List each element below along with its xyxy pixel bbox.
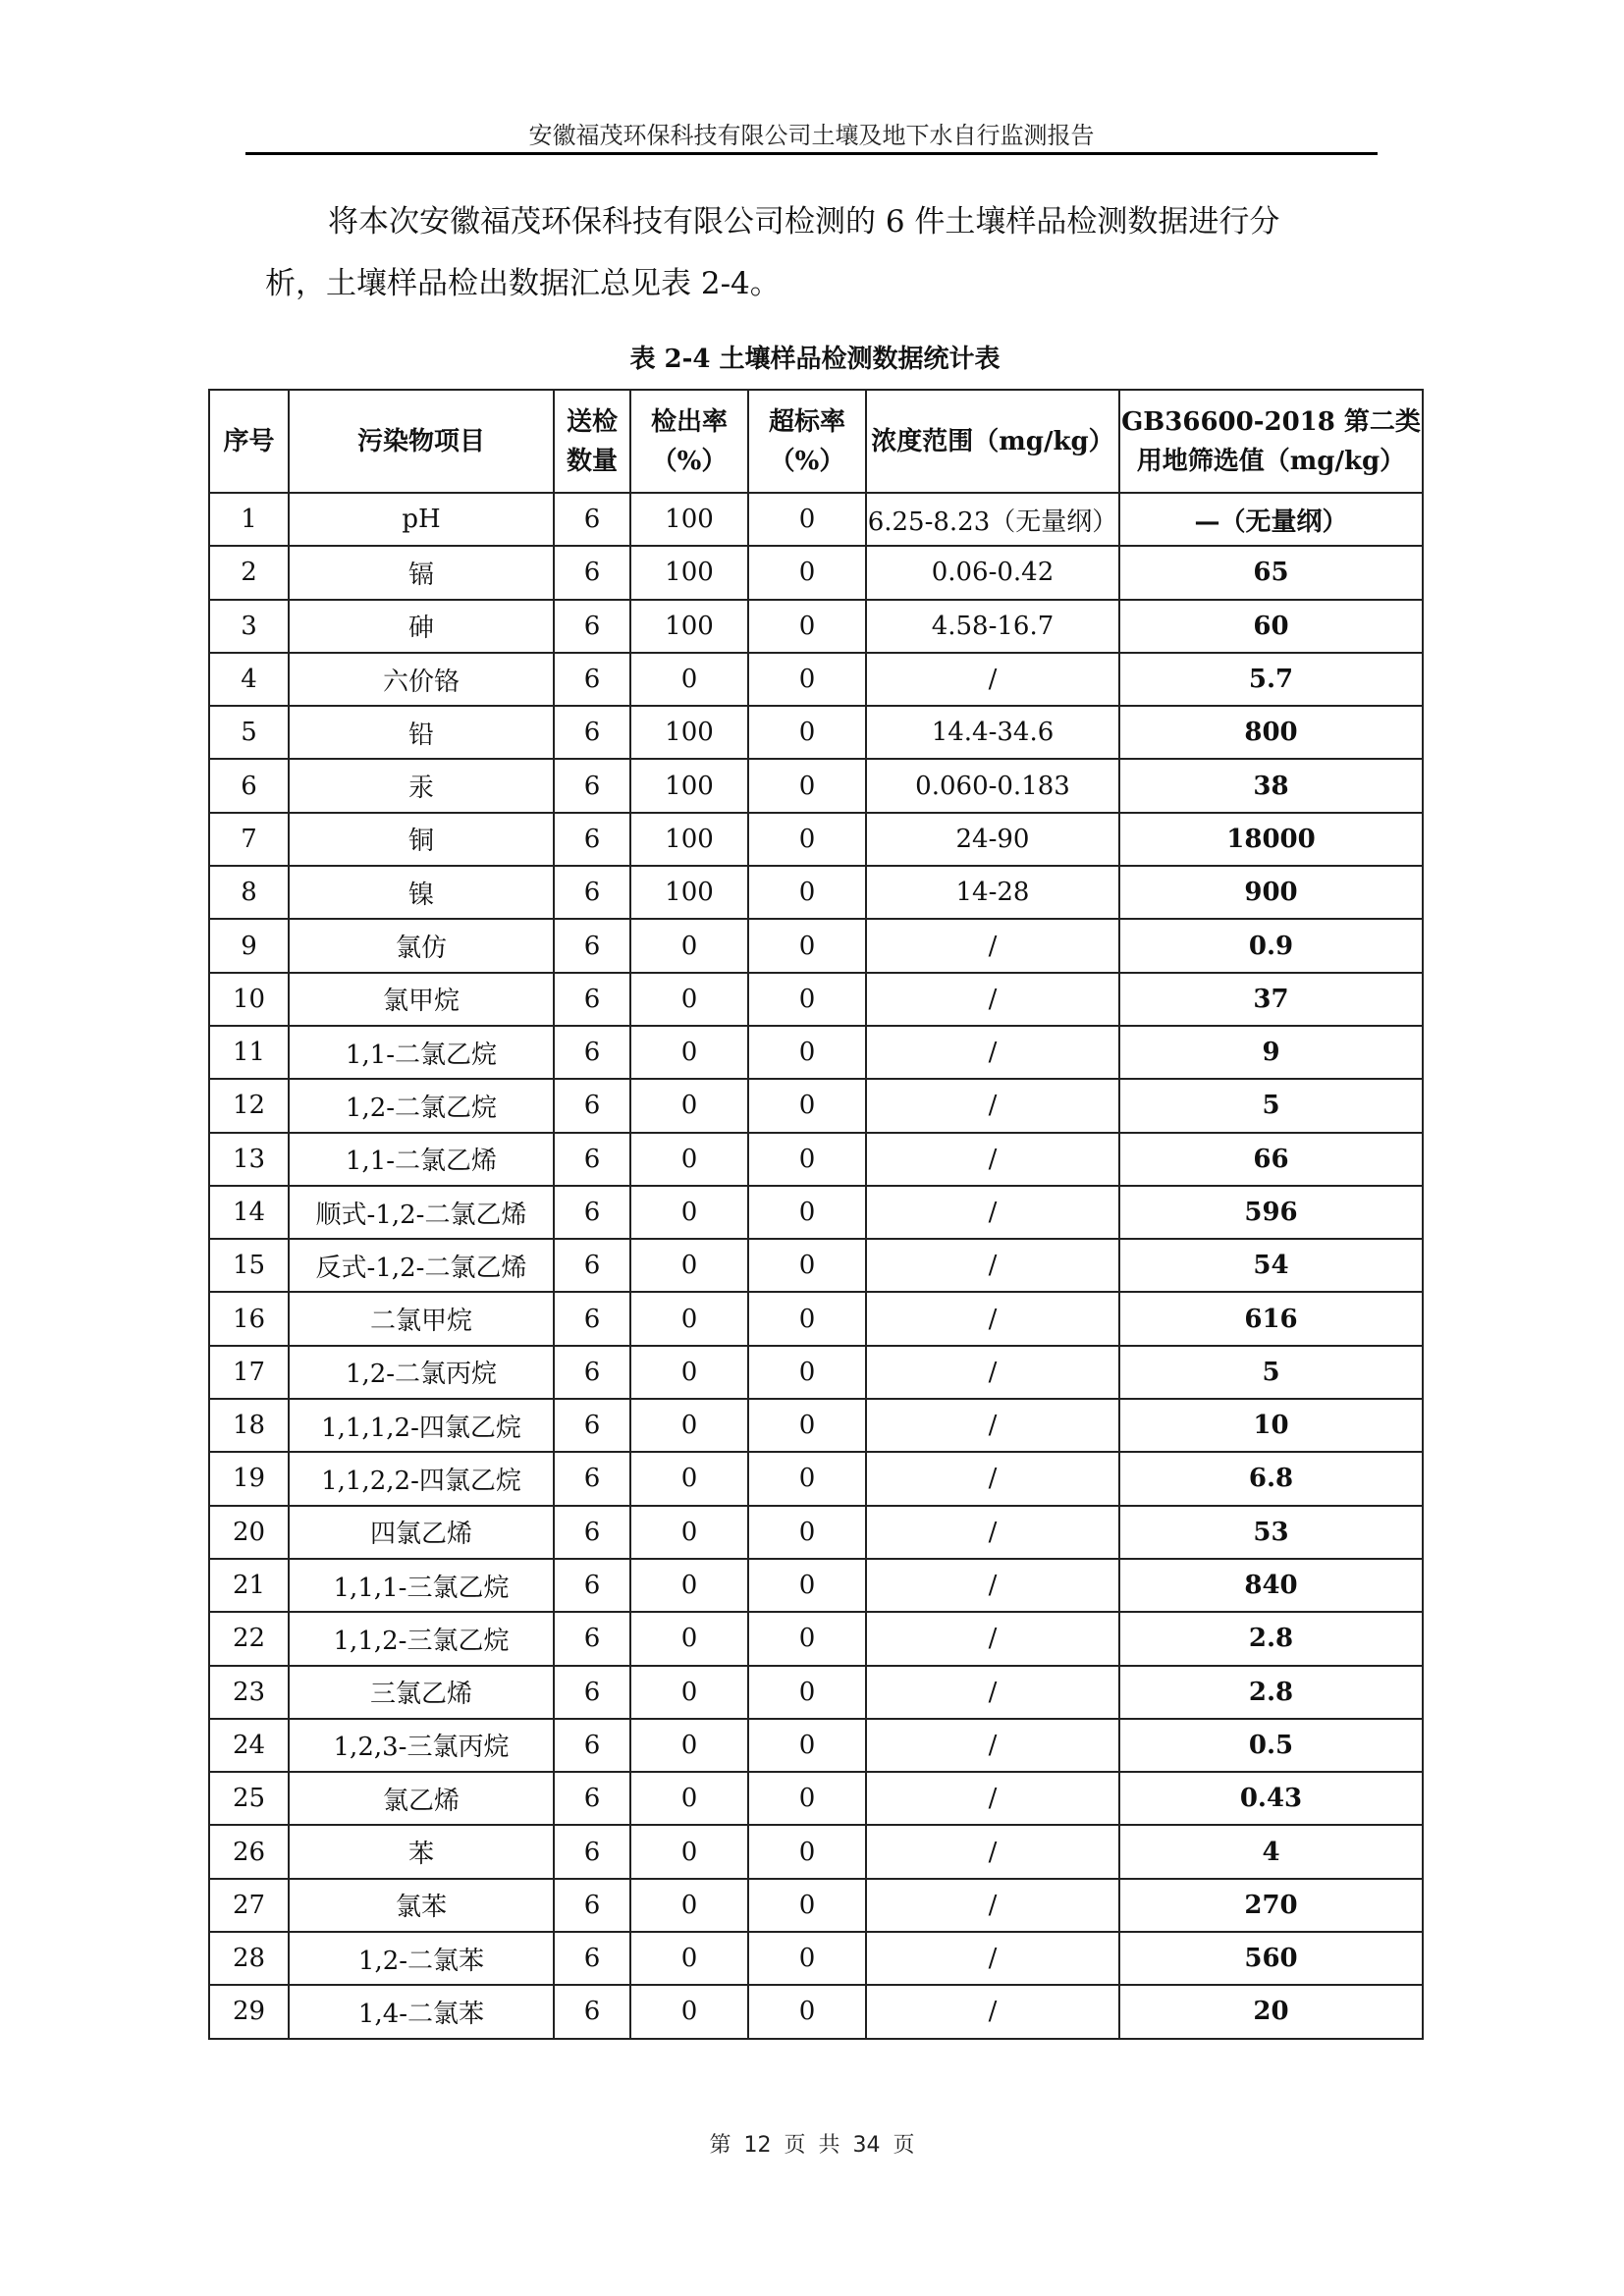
row-count: 6 <box>554 706 630 759</box>
table-row <box>209 813 1423 866</box>
row-range: 14.4-34.6 <box>866 706 1119 759</box>
col-header-item: 污染物项目 <box>289 390 554 493</box>
row-exceed-rate: 0 <box>748 1612 866 1665</box>
row-count: 6 <box>554 973 630 1026</box>
row-detect-rate: 100 <box>630 706 748 759</box>
row-count: 6 <box>554 1612 630 1665</box>
row-exceed-rate: 0 <box>748 1026 866 1079</box>
row-limit: 53 <box>1119 1506 1423 1559</box>
row-no: 6 <box>209 759 289 812</box>
row-limit: 18000 <box>1119 813 1423 866</box>
table-row <box>209 1879 1423 1932</box>
row-exceed-rate: 0 <box>748 706 866 759</box>
row-count: 6 <box>554 1346 630 1399</box>
row-count: 6 <box>554 1292 630 1345</box>
row-item: 1,1-二氯乙烯 <box>289 1133 554 1186</box>
table-body <box>209 493 1423 2039</box>
row-no: 19 <box>209 1452 289 1505</box>
row-no: 7 <box>209 813 289 866</box>
row-exceed-rate: 0 <box>748 1666 866 1719</box>
row-no: 1 <box>209 493 289 546</box>
row-range: 0.060-0.183 <box>866 759 1119 812</box>
row-item: 反式-1,2-二氯乙烯 <box>289 1239 554 1292</box>
table-row <box>209 600 1423 653</box>
row-exceed-rate: 0 <box>748 546 866 599</box>
row-count: 6 <box>554 919 630 972</box>
row-limit: 840 <box>1119 1559 1423 1612</box>
col-header-exceed-rate: 超标率（%） <box>748 390 866 493</box>
row-exceed-rate: 0 <box>748 919 866 972</box>
table-row <box>209 1026 1423 1079</box>
row-no: 28 <box>209 1932 289 1985</box>
row-count: 6 <box>554 1666 630 1719</box>
row-limit: 5 <box>1119 1346 1423 1399</box>
row-no: 5 <box>209 706 289 759</box>
table-row <box>209 706 1423 759</box>
row-detect-rate: 0 <box>630 1026 748 1079</box>
row-no: 9 <box>209 919 289 972</box>
row-count: 6 <box>554 1399 630 1452</box>
row-count: 6 <box>554 1026 630 1079</box>
table-row <box>209 1133 1423 1186</box>
table-row <box>209 1292 1423 1345</box>
table-header-row <box>209 390 1423 493</box>
row-detect-rate: 100 <box>630 546 748 599</box>
row-range: / <box>866 1133 1119 1186</box>
table-row <box>209 1985 1423 2038</box>
row-limit: 0.9 <box>1119 919 1423 972</box>
row-count: 6 <box>554 1239 630 1292</box>
row-count: 6 <box>554 813 630 866</box>
row-detect-rate: 0 <box>630 973 748 1026</box>
row-exceed-rate: 0 <box>748 1506 866 1559</box>
table-row <box>209 546 1423 599</box>
row-detect-rate: 0 <box>630 1292 748 1345</box>
row-no: 20 <box>209 1506 289 1559</box>
row-range: / <box>866 1719 1119 1772</box>
header-rule <box>245 152 1378 155</box>
row-item: 1,2,3-三氯丙烷 <box>289 1719 554 1772</box>
row-no: 2 <box>209 546 289 599</box>
row-limit: 5.7 <box>1119 653 1423 706</box>
row-exceed-rate: 0 <box>748 1452 866 1505</box>
row-detect-rate: 100 <box>630 759 748 812</box>
row-item: 六价铬 <box>289 653 554 706</box>
row-no: 16 <box>209 1292 289 1345</box>
row-no: 8 <box>209 866 289 919</box>
row-no: 21 <box>209 1559 289 1612</box>
row-exceed-rate: 0 <box>748 653 866 706</box>
row-no: 25 <box>209 1772 289 1825</box>
row-item: 镉 <box>289 546 554 599</box>
row-no: 14 <box>209 1186 289 1239</box>
row-range: / <box>866 1932 1119 1985</box>
row-item: pH <box>289 493 554 546</box>
row-no: 17 <box>209 1346 289 1399</box>
row-limit: 4 <box>1119 1825 1423 1878</box>
row-item: 氯苯 <box>289 1879 554 1932</box>
row-limit: 2.8 <box>1119 1612 1423 1665</box>
row-limit: 10 <box>1119 1399 1423 1452</box>
table-caption: 表 2-4 土壤样品检测数据统计表 <box>629 345 1001 374</box>
row-range: / <box>866 1825 1119 1878</box>
row-item: 砷 <box>289 600 554 653</box>
col-header-detect-rate: 检出率（%） <box>630 390 748 493</box>
table-row <box>209 1079 1423 1132</box>
row-item: 三氯乙烯 <box>289 1666 554 1719</box>
row-item: 1,2-二氯丙烷 <box>289 1346 554 1399</box>
row-item: 氯仿 <box>289 919 554 972</box>
row-exceed-rate: 0 <box>748 1133 866 1186</box>
row-limit: 270 <box>1119 1879 1423 1932</box>
row-exceed-rate: 0 <box>748 1292 866 1345</box>
row-count: 6 <box>554 866 630 919</box>
row-limit: 560 <box>1119 1932 1423 1985</box>
row-count: 6 <box>554 1079 630 1132</box>
row-detect-rate: 0 <box>630 1133 748 1186</box>
row-exceed-rate: 0 <box>748 1932 866 1985</box>
row-item: 氯乙烯 <box>289 1772 554 1825</box>
row-item: 镍 <box>289 866 554 919</box>
table-row <box>209 1186 1423 1239</box>
row-limit: 800 <box>1119 706 1423 759</box>
table-row <box>209 1772 1423 1825</box>
row-item: 1,1,1-三氯乙烷 <box>289 1559 554 1612</box>
row-range: 0.06-0.42 <box>866 546 1119 599</box>
row-limit: 596 <box>1119 1186 1423 1239</box>
row-no: 15 <box>209 1239 289 1292</box>
row-range: / <box>866 1026 1119 1079</box>
row-range: / <box>866 973 1119 1026</box>
row-item: 二氯甲烷 <box>289 1292 554 1345</box>
row-item: 1,4-二氯苯 <box>289 1985 554 2038</box>
row-no: 26 <box>209 1825 289 1878</box>
row-limit: 6.8 <box>1119 1452 1423 1505</box>
row-item: 1,1-二氯乙烷 <box>289 1026 554 1079</box>
row-exceed-rate: 0 <box>748 813 866 866</box>
row-detect-rate: 0 <box>630 1186 748 1239</box>
table-row <box>209 1825 1423 1878</box>
table-row <box>209 1506 1423 1559</box>
row-limit: 66 <box>1119 1133 1423 1186</box>
row-limit: 20 <box>1119 1985 1423 2038</box>
row-exceed-rate: 0 <box>748 1239 866 1292</box>
row-detect-rate: 0 <box>630 1825 748 1878</box>
row-range: 24-90 <box>866 813 1119 866</box>
row-exceed-rate: 0 <box>748 1719 866 1772</box>
row-limit: 2.8 <box>1119 1666 1423 1719</box>
row-count: 6 <box>554 1879 630 1932</box>
row-no: 4 <box>209 653 289 706</box>
row-count: 6 <box>554 653 630 706</box>
row-limit: 0.43 <box>1119 1772 1423 1825</box>
row-count: 6 <box>554 600 630 653</box>
row-detect-rate: 0 <box>630 1239 748 1292</box>
row-count: 6 <box>554 1186 630 1239</box>
row-detect-rate: 0 <box>630 1666 748 1719</box>
row-detect-rate: 100 <box>630 493 748 546</box>
row-range: / <box>866 1079 1119 1132</box>
row-count: 6 <box>554 1506 630 1559</box>
row-item: 1,2-二氯乙烷 <box>289 1079 554 1132</box>
row-detect-rate: 0 <box>630 1985 748 2038</box>
row-item: 1,2-二氯苯 <box>289 1932 554 1985</box>
table-row <box>209 1346 1423 1399</box>
row-detect-rate: 0 <box>630 1719 748 1772</box>
row-exceed-rate: 0 <box>748 1399 866 1452</box>
row-no: 13 <box>209 1133 289 1186</box>
row-exceed-rate: 0 <box>748 759 866 812</box>
row-count: 6 <box>554 493 630 546</box>
row-detect-rate: 0 <box>630 1772 748 1825</box>
row-detect-rate: 100 <box>630 866 748 919</box>
table-row <box>209 1932 1423 1985</box>
paragraph-line-1: 将本次安徽福茂环保科技有限公司检测的 6 件土壤样品检测数据进行分 <box>328 204 1280 240</box>
row-exceed-rate: 0 <box>748 1879 866 1932</box>
row-limit: 37 <box>1119 973 1423 1026</box>
running-header-title: 安徽福茂环保科技有限公司土壤及地下水自行监测报告 <box>528 122 1095 149</box>
row-range: / <box>866 1559 1119 1612</box>
row-count: 6 <box>554 1932 630 1985</box>
row-item: 铅 <box>289 706 554 759</box>
row-range: / <box>866 1666 1119 1719</box>
row-exceed-rate: 0 <box>748 493 866 546</box>
row-range: / <box>866 1612 1119 1665</box>
paragraph-line-2: 析，土壤样品检出数据汇总见表 2-4。 <box>265 266 781 301</box>
row-range: / <box>866 1186 1119 1239</box>
row-limit: 5 <box>1119 1079 1423 1132</box>
row-limit: 9 <box>1119 1026 1423 1079</box>
row-no: 3 <box>209 600 289 653</box>
soil-data-table <box>208 389 1424 2040</box>
table-row <box>209 1666 1423 1719</box>
row-no: 23 <box>209 1666 289 1719</box>
row-count: 6 <box>554 1452 630 1505</box>
row-item: 汞 <box>289 759 554 812</box>
row-detect-rate: 0 <box>630 1399 748 1452</box>
table-row <box>209 973 1423 1026</box>
row-exceed-rate: 0 <box>748 600 866 653</box>
row-item: 顺式-1,2-二氯乙烯 <box>289 1186 554 1239</box>
row-exceed-rate: 0 <box>748 866 866 919</box>
page-number: 第 12 页 共 34 页 <box>709 2133 915 2158</box>
row-item: 1,1,2-三氯乙烷 <box>289 1612 554 1665</box>
row-no: 27 <box>209 1879 289 1932</box>
table-row <box>209 759 1423 812</box>
table-row <box>209 1452 1423 1505</box>
row-no: 10 <box>209 973 289 1026</box>
row-range: / <box>866 1239 1119 1292</box>
col-header-limit: GB36600-2018 第二类用地筛选值（mg/kg） <box>1119 390 1423 493</box>
row-range: / <box>866 1292 1119 1345</box>
row-exceed-rate: 0 <box>748 1559 866 1612</box>
row-count: 6 <box>554 546 630 599</box>
row-no: 22 <box>209 1612 289 1665</box>
row-detect-rate: 0 <box>630 919 748 972</box>
row-limit: 38 <box>1119 759 1423 812</box>
table-row <box>209 1719 1423 1772</box>
row-detect-rate: 100 <box>630 600 748 653</box>
table-row <box>209 493 1423 546</box>
row-range: / <box>866 1879 1119 1932</box>
row-no: 11 <box>209 1026 289 1079</box>
row-exceed-rate: 0 <box>748 1772 866 1825</box>
row-limit: 65 <box>1119 546 1423 599</box>
row-detect-rate: 0 <box>630 1506 748 1559</box>
row-limit: —（无量纲） <box>1119 493 1423 546</box>
row-limit: 616 <box>1119 1292 1423 1345</box>
row-detect-rate: 0 <box>630 1879 748 1932</box>
row-exceed-rate: 0 <box>748 1079 866 1132</box>
row-detect-rate: 0 <box>630 1932 748 1985</box>
row-item: 四氯乙烯 <box>289 1506 554 1559</box>
col-header-no: 序号 <box>209 390 289 493</box>
row-detect-rate: 0 <box>630 1079 748 1132</box>
row-range: / <box>866 1346 1119 1399</box>
row-count: 6 <box>554 1772 630 1825</box>
row-detect-rate: 0 <box>630 1452 748 1505</box>
row-no: 29 <box>209 1985 289 2038</box>
row-item: 1,1,1,2-四氯乙烷 <box>289 1399 554 1452</box>
table-row <box>209 653 1423 706</box>
row-detect-rate: 0 <box>630 1612 748 1665</box>
row-exceed-rate: 0 <box>748 1346 866 1399</box>
row-no: 12 <box>209 1079 289 1132</box>
table-row <box>209 866 1423 919</box>
row-range: / <box>866 1772 1119 1825</box>
row-detect-rate: 0 <box>630 1346 748 1399</box>
row-exceed-rate: 0 <box>748 1186 866 1239</box>
row-no: 18 <box>209 1399 289 1452</box>
row-detect-rate: 0 <box>630 653 748 706</box>
row-limit: 900 <box>1119 866 1423 919</box>
row-count: 6 <box>554 1985 630 2038</box>
row-item: 氯甲烷 <box>289 973 554 1026</box>
row-item: 1,1,2,2-四氯乙烷 <box>289 1452 554 1505</box>
row-exceed-rate: 0 <box>748 1985 866 2038</box>
col-header-range: 浓度范围（mg/kg） <box>866 390 1119 493</box>
row-count: 6 <box>554 1133 630 1186</box>
row-count: 6 <box>554 759 630 812</box>
table-row <box>209 1559 1423 1612</box>
row-no: 24 <box>209 1719 289 1772</box>
table-row <box>209 1399 1423 1452</box>
row-range: / <box>866 1452 1119 1505</box>
col-header-count: 送检数量 <box>554 390 630 493</box>
row-count: 6 <box>554 1719 630 1772</box>
row-range: 14-28 <box>866 866 1119 919</box>
row-limit: 60 <box>1119 600 1423 653</box>
row-detect-rate: 0 <box>630 1559 748 1612</box>
row-range: / <box>866 1399 1119 1452</box>
row-range: / <box>866 653 1119 706</box>
row-count: 6 <box>554 1559 630 1612</box>
row-limit: 54 <box>1119 1239 1423 1292</box>
row-range: / <box>866 1506 1119 1559</box>
row-count: 6 <box>554 1825 630 1878</box>
row-exceed-rate: 0 <box>748 973 866 1026</box>
row-range: / <box>866 1985 1119 2038</box>
table-row <box>209 919 1423 972</box>
row-limit: 0.5 <box>1119 1719 1423 1772</box>
row-range: 6.25-8.23（无量纲） <box>866 493 1119 546</box>
row-item: 苯 <box>289 1825 554 1878</box>
row-item: 铜 <box>289 813 554 866</box>
table-row <box>209 1612 1423 1665</box>
row-detect-rate: 100 <box>630 813 748 866</box>
table-row <box>209 1239 1423 1292</box>
row-range: 4.58-16.7 <box>866 600 1119 653</box>
row-range: / <box>866 919 1119 972</box>
row-exceed-rate: 0 <box>748 1825 866 1878</box>
